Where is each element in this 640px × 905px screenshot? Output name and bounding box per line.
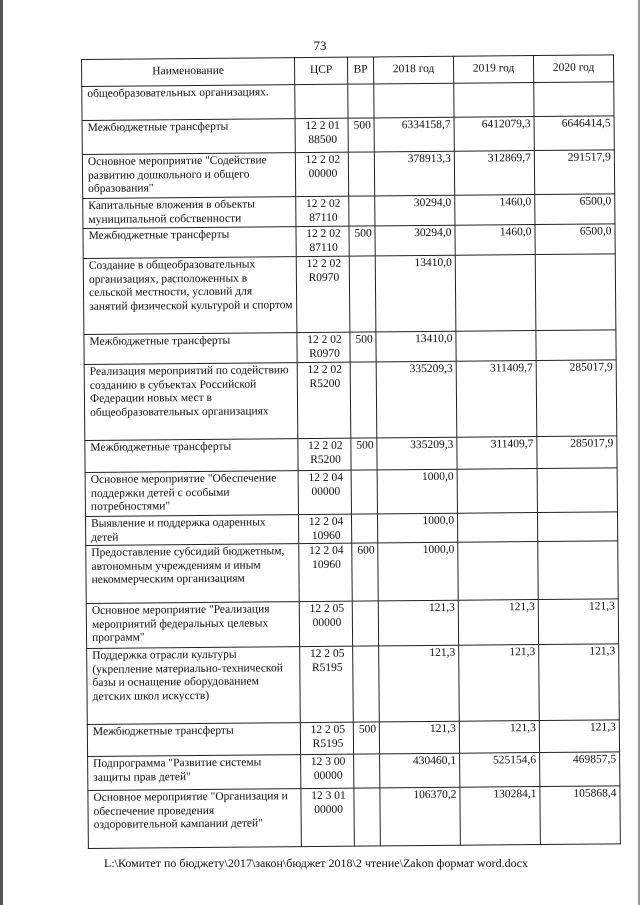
row-value-2018: 6334158,7	[374, 117, 454, 152]
header-name: Наименование	[82, 58, 295, 87]
header-csr: ЦСР	[294, 57, 347, 84]
row-vr-code	[351, 514, 377, 543]
row-name: Реализация мероприятий по содействию созданию в субъектах Российской Федерации новых мест в общеобразовательных организациях	[84, 363, 298, 441]
row-csr-code: 12 2 05 00000	[299, 601, 352, 646]
row-value-2019	[457, 513, 537, 543]
row-vr-code	[348, 152, 374, 196]
row-value-2019: 130284,1	[460, 787, 541, 846]
row-value-2018: 30294,0	[375, 195, 455, 226]
row-value-2019: 121,3	[459, 721, 539, 754]
row-csr-code: 12 2 04 10960	[299, 543, 353, 601]
row-csr-code: 12 2 04 00000	[298, 470, 351, 514]
row-vr-code: 600	[352, 543, 379, 601]
row-value-2019: 525154,6	[460, 753, 540, 788]
row-value-2018: 1000,0	[377, 469, 457, 514]
table-row	[83, 224, 615, 259]
table-row	[88, 752, 620, 791]
table-row	[82, 116, 614, 155]
row-value-2020: 121,3	[539, 720, 619, 753]
row-value-2018: 13410,0	[375, 255, 456, 332]
row-vr-code	[354, 754, 380, 788]
table-row	[85, 468, 617, 517]
row-name: Капитальные вложения в объекты муниципальной собственности	[83, 197, 296, 229]
row-name: Создание в общеобразовательных организациях, расположенных в сельской местности, условий для занятий физической культурой и спортом	[83, 257, 297, 335]
row-value-2018: 1000,0	[378, 542, 459, 601]
row-vr-code	[350, 362, 377, 438]
row-value-2019: 1460,0	[455, 225, 535, 256]
row-vr-code: 500	[351, 438, 377, 470]
row-value-2018: 1000,0	[377, 513, 457, 543]
row-name: Предоставление субсидий бюджетным, автономным учреждениям и иным некоммерческим организациям	[86, 544, 299, 604]
row-value-2020	[537, 468, 617, 513]
table-row	[88, 786, 620, 849]
row-name: Основное мероприятие "Содействие развитию дошкольного и общего образования"	[82, 153, 295, 199]
row-value-2019	[455, 255, 536, 332]
row-vr-code: 500	[353, 722, 379, 754]
row-value-2019: 312869,7	[454, 151, 534, 196]
row-csr-code: 12 2 02 R5200	[297, 362, 351, 438]
header-2019: 2019 год	[453, 56, 533, 84]
row-name: Межбюджетные трансферты	[82, 119, 295, 155]
table-row	[84, 330, 616, 365]
row-value-2020	[535, 254, 616, 331]
row-vr-code	[349, 196, 375, 226]
table-row	[83, 194, 615, 229]
scan-edge-left	[0, 0, 3, 905]
row-value-2020: 285017,9	[537, 436, 617, 469]
row-name: Основное мероприятие "Обеспечение поддержки детей с особыми потребностями"	[85, 471, 298, 517]
row-vr-code: 500	[348, 118, 374, 152]
row-value-2018: 378913,3	[374, 151, 454, 196]
row-value-2019	[458, 542, 539, 601]
row-csr-code: 12 2 05 R5195	[300, 722, 353, 754]
table-row	[85, 512, 617, 546]
row-value-2020	[534, 82, 614, 117]
row-value-2019: 6412079,3	[454, 117, 534, 152]
table-row	[86, 541, 618, 604]
row-name: Основное мероприятие "Организация и обеспечение проведения оздоровительной кампании детей"	[88, 789, 301, 849]
row-value-2018	[374, 83, 454, 118]
row-name: Межбюджетные трансферты	[84, 333, 297, 365]
row-vr-code	[354, 788, 381, 846]
row-name: общеобразовательных организациях.	[82, 85, 295, 121]
row-value-2018: 106370,2	[380, 787, 461, 846]
page-number: 73	[313, 38, 327, 53]
row-csr-code: 12 2 04 10960	[298, 514, 351, 543]
header-vr: ВР	[347, 57, 373, 84]
row-name: Поддержка отрасли культуры (укрепление материально-технической базы и оснащение оборудованием детских школ искусств)	[87, 647, 301, 725]
table-row	[86, 599, 618, 649]
row-value-2018: 335209,3	[377, 437, 457, 470]
table-row	[82, 150, 614, 199]
row-csr-code: 12 3 00 00000	[301, 754, 354, 788]
row-name: Межбюджетные трансферты	[87, 723, 300, 757]
row-csr-code: 12 3 01 00000	[301, 788, 355, 846]
row-name: Межбюджетные трансферты	[85, 439, 298, 473]
row-value-2018: 121,3	[378, 600, 458, 646]
row-value-2019: 1460,0	[455, 195, 535, 226]
row-csr-code: 12 2 02 87110	[296, 226, 349, 256]
table-body	[82, 82, 621, 849]
table-row	[87, 644, 620, 725]
row-value-2018: 335209,3	[376, 361, 457, 438]
table-row	[87, 720, 619, 757]
row-value-2020: 285017,9	[536, 360, 617, 437]
table-row	[83, 254, 616, 335]
row-csr-code: 12 2 02 87110	[296, 196, 349, 226]
row-value-2019	[456, 331, 536, 362]
row-value-2020: 6500,0	[535, 224, 615, 255]
row-csr-code: 12 2 01 88500	[295, 118, 348, 152]
row-value-2020: 291517,9	[534, 150, 614, 195]
row-value-2018: 30294,0	[375, 225, 455, 256]
row-value-2020: 6646414,5	[534, 116, 614, 151]
row-value-2020	[537, 512, 617, 542]
row-value-2019: 311409,7	[457, 437, 537, 470]
row-name: Подпрограмма "Развитие системы защиты прав детей"	[88, 755, 301, 791]
row-csr-code	[295, 84, 348, 118]
row-csr-code: 12 2 02 R5200	[298, 438, 351, 470]
table-row	[84, 360, 617, 441]
header-2020: 2020 год	[533, 55, 613, 83]
row-vr-code	[348, 84, 374, 118]
row-csr-code: 12 2 02 R0970	[297, 332, 350, 362]
row-value-2020: 121,3	[539, 644, 620, 721]
row-vr-code: 500	[350, 332, 376, 362]
row-value-2019	[457, 469, 537, 514]
row-value-2019: 121,3	[459, 645, 540, 722]
row-value-2020	[536, 330, 616, 361]
row-value-2019	[454, 83, 534, 118]
row-value-2019: 121,3	[458, 600, 538, 646]
row-vr-code	[351, 470, 377, 514]
row-value-2018: 121,3	[379, 721, 459, 754]
row-value-2018: 13410,0	[376, 331, 456, 362]
row-value-2020	[538, 541, 619, 600]
row-value-2018: 121,3	[379, 645, 460, 722]
table-row	[85, 436, 617, 473]
row-vr-code	[353, 646, 380, 722]
row-csr-code: 12 2 05 R5195	[300, 646, 354, 722]
row-vr-code	[352, 601, 378, 646]
header-2018: 2018 год	[373, 56, 453, 84]
row-name: Межбюджетные трансферты	[83, 227, 296, 259]
row-value-2020: 6500,0	[535, 194, 615, 225]
row-value-2020: 105868,4	[540, 786, 621, 845]
row-vr-code	[349, 256, 376, 332]
row-name: Основное мероприятие "Реализация мероприятий федеральных целевых программ"	[86, 602, 299, 649]
row-value-2020: 469857,5	[540, 752, 620, 787]
row-value-2020: 121,3	[538, 599, 618, 645]
table-row	[82, 82, 614, 121]
row-name: Выявление и поддержка одаренных детей	[85, 515, 298, 546]
row-value-2018: 430460,1	[380, 753, 460, 788]
row-csr-code: 12 2 02 R0970	[296, 256, 350, 332]
document-file-path: L:\Комитет по бюджету\2017\закон\бюджет 2018\2 чтение\Zakon формат word.docx	[104, 856, 528, 870]
row-csr-code: 12 2 02 00000	[295, 152, 348, 196]
row-vr-code: 500	[349, 226, 375, 256]
budget-table	[81, 54, 621, 849]
row-value-2019: 311409,7	[456, 361, 537, 438]
